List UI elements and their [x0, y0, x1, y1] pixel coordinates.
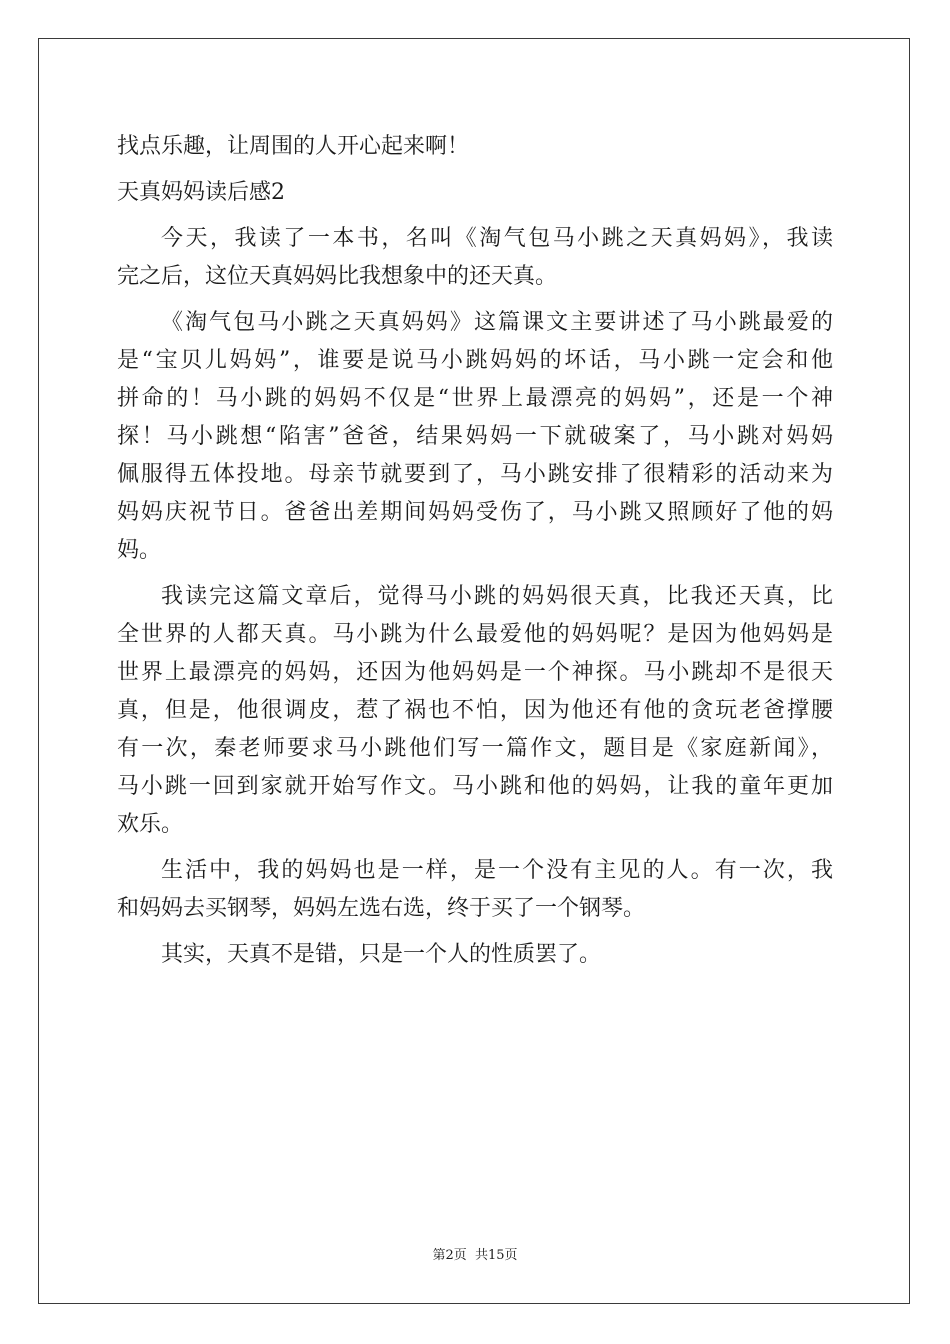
- text-line: 和妈妈去买钢琴，妈妈左选右选，终于买了一个钢琴。: [117, 896, 646, 921]
- text-line: 是“宝贝儿妈妈”，谁要是说马小跳妈妈的坏话，马小跳一定会和他: [117, 348, 833, 373]
- text-line: 真，但是，他很调皮，惹了祸也不怕，因为他还有他的贪玩老爸撑腰: [117, 698, 833, 723]
- paragraph-2: [117, 304, 833, 570]
- text-line: 《淘气包马小跳之天真妈妈》这篇课文主要讲述了马小跳最爱的: [161, 310, 833, 335]
- text-line: 拼命的！马小跳的妈妈不仅是“世界上最漂亮的妈妈”，还是一个神: [117, 386, 833, 411]
- section-title: 天真妈妈读后感2: [117, 180, 285, 205]
- page-total: 共15页: [474, 1248, 518, 1263]
- text-line: 其实，天真不是错，只是一个人的性质罢了。: [161, 942, 602, 967]
- text-line: 有一次，秦老师要求马小跳他们写一篇作文，题目是《家庭新闻》，: [117, 736, 833, 761]
- paragraph-intro: [117, 128, 833, 166]
- page-footer: [0, 1244, 950, 1263]
- text-line: 全世界的人都天真。马小跳为什么最爱他的妈妈呢？是因为他妈妈是: [117, 622, 833, 647]
- text-line: 完之后，这位天真妈妈比我想象中的还天真。: [117, 264, 558, 289]
- paragraph-1: [117, 220, 833, 296]
- text-line: 欢乐。: [117, 812, 184, 837]
- text-line: 马小跳一回到家就开始写作文。马小跳和他的妈妈，让我的童年更加: [117, 774, 833, 799]
- text-line: 今天，我读了一本书，名叫《淘气包马小跳之天真妈妈》，我读: [161, 226, 833, 251]
- text-line: 生活中，我的妈妈也是一样，是一个没有主见的人。有一次，我: [161, 858, 833, 883]
- text-line: 探！马小跳想“陷害”爸爸，结果妈妈一下就破案了，马小跳对妈妈: [117, 424, 833, 449]
- paragraph-4: [117, 852, 833, 928]
- text-line: 我读完这篇文章后，觉得马小跳的妈妈很天真，比我还天真，比: [161, 584, 833, 609]
- text-line: 世界上最漂亮的妈妈，还因为他妈妈是一个神探。马小跳却不是很天: [117, 660, 833, 685]
- document-body: [117, 128, 833, 982]
- text-line: 找点乐趣，让周围的人开心起来啊！: [117, 134, 470, 159]
- page-number: 第2页: [432, 1248, 467, 1263]
- paragraph-3: [117, 578, 833, 844]
- text-line: 妈。: [117, 538, 162, 563]
- paragraph-5: [117, 936, 833, 974]
- text-line: 妈妈庆祝节日。爸爸出差期间妈妈受伤了，马小跳又照顾好了他的妈: [117, 500, 833, 525]
- text-line: 佩服得五体投地。母亲节就要到了，马小跳安排了很精彩的活动来为: [117, 462, 833, 487]
